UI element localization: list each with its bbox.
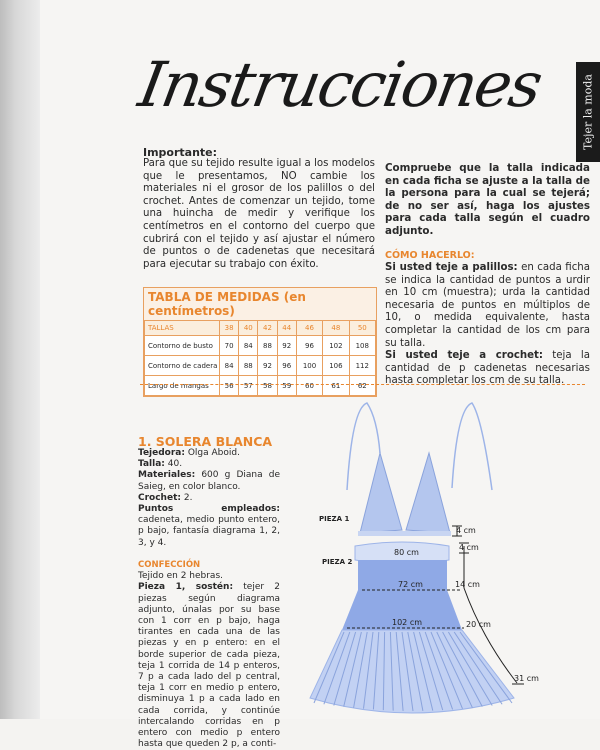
measure-80cm: 80 cm xyxy=(394,548,419,557)
table-cell: 112 xyxy=(349,356,375,376)
crochet-size-value: 2. xyxy=(180,492,193,503)
table-cell: 59 xyxy=(277,376,296,396)
materiales-label: Materiales: xyxy=(138,470,196,481)
como-body xyxy=(385,262,590,388)
table-cell: 100 xyxy=(296,356,322,376)
table-cell: 42 xyxy=(258,321,277,336)
table-cell: Contorno de cadera xyxy=(145,356,220,376)
talla-label: Talla: xyxy=(138,459,165,470)
measure-14cm: 14 cm xyxy=(455,580,480,589)
table-row xyxy=(145,376,376,396)
table-cell: 38 xyxy=(220,321,239,336)
table-cell: Largo de mangas xyxy=(145,376,220,396)
materiales-value: 600 g Diana de Saieg, en color blanco. xyxy=(138,470,280,492)
table-header-row xyxy=(145,321,376,336)
measure-4cm-b: 4 cm xyxy=(459,543,479,552)
right-strap xyxy=(452,403,492,490)
table-cell: 40 xyxy=(239,321,258,336)
table-cell: 60 xyxy=(296,376,322,396)
table-cell: 70 xyxy=(220,336,239,356)
tejedora-label: Tejedora: xyxy=(138,448,185,458)
pieza2-label: PIEZA 2 xyxy=(322,558,353,566)
table-cell: 88 xyxy=(239,356,258,376)
dashed-divider xyxy=(140,384,585,385)
table-cell: 50 xyxy=(349,321,375,336)
confeccion-intro: Tejido en 2 hebras. xyxy=(138,571,223,582)
table-cell: 88 xyxy=(258,336,277,356)
side-tab-label: Tejer la moda xyxy=(581,74,595,150)
como-heading: CÓMO HACERLO: xyxy=(385,250,475,261)
table-row xyxy=(145,356,376,376)
measure-72cm: 72 cm xyxy=(398,580,423,589)
table-cell: 57 xyxy=(239,376,258,396)
right-cup xyxy=(406,453,450,533)
table-cell: 84 xyxy=(220,356,239,376)
measure-20cm: 20 cm xyxy=(466,620,491,629)
pieza1-label: PIEZA 1 xyxy=(319,515,350,523)
crochet-label: Si usted teje a crochet: xyxy=(385,350,543,362)
left-cup xyxy=(360,453,402,533)
table-cell: 44 xyxy=(277,321,296,336)
table-cell: 61 xyxy=(323,376,349,396)
crochet-size-label: Crochet: xyxy=(138,492,181,503)
section-heading: 1. SOLERA BLANCA xyxy=(138,434,273,449)
puntos-value: cadeneta, medio punto entero, p bajo, fantasía diagrama 1, 2, 3, y 4. xyxy=(138,515,280,548)
measure-31cm: 31 cm xyxy=(514,674,539,683)
table-cell: 106 xyxy=(323,356,349,376)
palillos-label: Si usted teje a palillos: xyxy=(385,262,518,273)
table-cell: 96 xyxy=(277,356,296,376)
table-cell: 84 xyxy=(239,336,258,356)
page-binding xyxy=(0,0,40,719)
table-cell: Contorno de busto xyxy=(145,336,220,356)
size-table xyxy=(143,287,377,397)
garment-diagram xyxy=(292,398,562,719)
table-cell: 48 xyxy=(323,321,349,336)
table-cell: 96 xyxy=(296,336,322,356)
crochet-text: teja la cantidad de p cadenetas necesarias hasta completar los cm de su talla. xyxy=(385,350,590,387)
bra-band xyxy=(358,531,451,536)
table-cell: 92 xyxy=(277,336,296,356)
tejedora-value: Olga Aboid. xyxy=(184,448,240,458)
compruebe-text: Compruebe que la talla indicada en cada ficha se ajuste a la talla de la persona para la cual se tejerá; de no ser así, haga los ajustes para cada talla según el cuadro adjunto. xyxy=(385,162,590,237)
table-cell: 58 xyxy=(258,376,277,396)
table-cell: 92 xyxy=(258,356,277,376)
measure-4cm-a: 4 cm xyxy=(456,526,476,535)
side-tab xyxy=(576,62,600,162)
table-cell: 56 xyxy=(220,376,239,396)
talla-value: 40. xyxy=(164,459,183,470)
table-cell: TALLAS xyxy=(145,321,220,336)
measure-102cm: 102 cm xyxy=(392,618,423,627)
section-body xyxy=(138,448,280,750)
puntos-label: Puntos empleados: xyxy=(138,504,280,515)
page-title: Instrucciones xyxy=(133,48,547,121)
table-title: TABLA DE MEDIDAS (en centímetros) xyxy=(148,290,306,318)
importante-body: Para que su tejido resulte igual a los modelos que le presentamos, NO cambie los materiales ni el grosor de los palillos o del crochet. Antes de comenzar un tejido, tome una huincha de medir y verifique los centímetros en el contorno del cuerpo que cubrirá con el tejido y así ajustar el número de puntos o de cadenetas que necesitará para ejecutar su trabajo con éxito. xyxy=(143,158,375,270)
palillos-text: en cada ficha se indica la cantidad de puntos a urdir en 10 cm (muestra); urda la cantidad necesaria de puntos en múltiplos de 10, o medida equivalente, hasta completar la cantidad de los cm para su talla. xyxy=(385,262,590,349)
pieza1-text: tejer 2 piezas según diagrama adjunto, únalas por su base con 1 corr en p bajo, haga tirantes en cada una de las piezas y en p entero: en el borde superior de cada pieza, teja 1 corrida de 14 p enteros, 7 p a cada lado del p central, teja 1 corr en medio p entero, disminuya 1 p a cada lado en cada corrida, y continúe intercalando corridas en p entero con medio p entero hasta que queden 2 p, a conti- xyxy=(138,582,280,750)
importante-heading: Importante: xyxy=(143,146,218,159)
pieza1-label: Pieza 1, sostén: xyxy=(138,582,234,593)
table-cell: 62 xyxy=(349,376,375,396)
table-cell: 108 xyxy=(349,336,375,356)
table-row xyxy=(145,336,376,356)
confeccion-heading: CONFECCIÓN xyxy=(138,560,201,571)
table-cell: 46 xyxy=(296,321,322,336)
table-cell: 102 xyxy=(323,336,349,356)
